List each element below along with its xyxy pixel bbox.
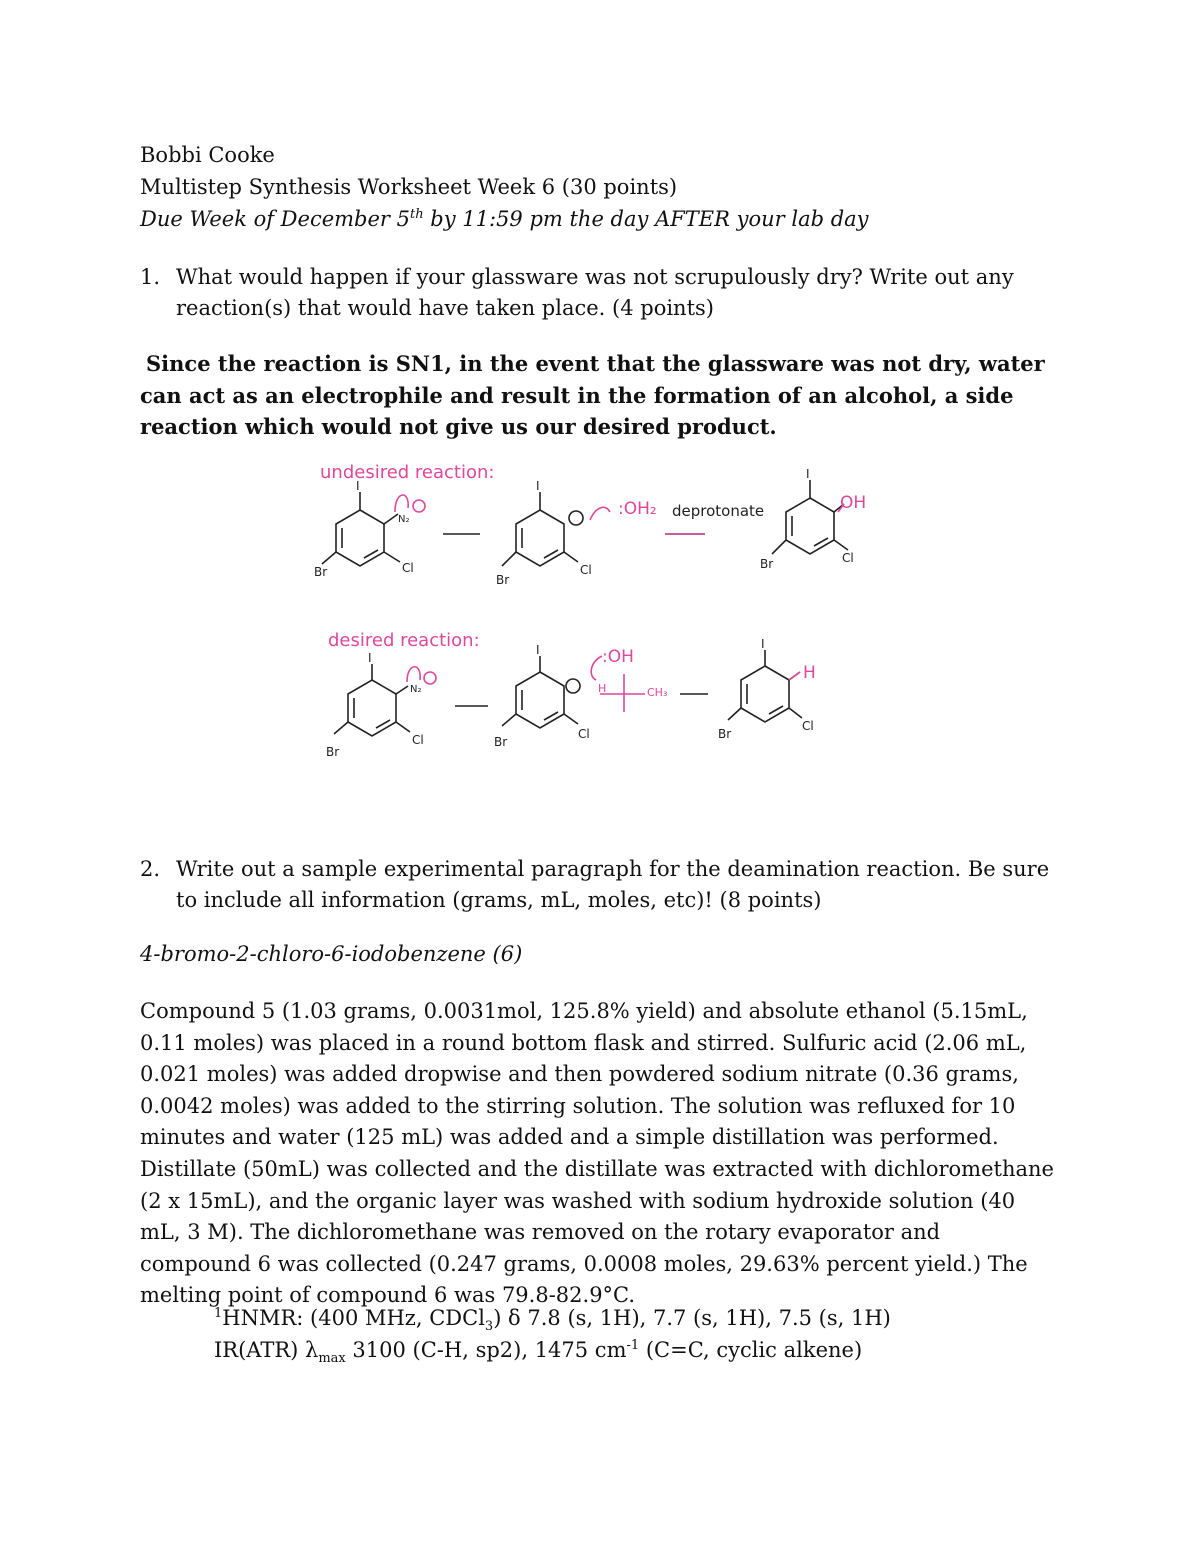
chloro-label-1: Cl: [402, 561, 414, 575]
iodo-label-2: I: [536, 479, 540, 493]
iodo-label-6: I: [761, 637, 765, 651]
hnmr-data: [214, 1306, 891, 1335]
chloro-label-6: Cl: [802, 719, 814, 733]
experimental-paragraph: Compound 5 (1.03 grams, 0.0031mol, 125.8% yield) and absolute ethanol (5.15mL, 0.11 moles) was placed in a round bottom flask and stirred. Sulfuric acid (2.06 mL, 0.021 moles) was added dropwise and then powdered sodium nitrate (0.36 grams, 0.0042 moles) was added to the stirring solution. The solution was refluxed for 10 minutes and water (125 mL) was added and a simple distillation was performed. Distillate (50mL) was collected and the distillate was extracted with dichloromethane (2 x 15mL), and the organic layer was washed with sodium hydroxide solution (40 mL, 3 M). The dichloromethane was removed on the rotary evaporator and compound 6 was collected (0.247 grams, 0.0008 moles, 29.63% percent yield.) The melting point of compound 6 was 79.8-82.9°C.: [140, 999, 1054, 1308]
ir-data: [214, 1338, 863, 1367]
hydrogen-label: H: [803, 663, 816, 683]
iodo-label-3: I: [806, 467, 810, 481]
chloro-label-2: Cl: [580, 563, 592, 577]
due-superscript: th: [410, 207, 424, 222]
bromo-label-2: Br: [496, 573, 510, 587]
hnmr-prefix: HNMR: (400 MHz, CDCl: [222, 1306, 485, 1330]
bromo-label-3: Br: [760, 557, 774, 571]
hydroxyl-label: OH: [840, 493, 867, 513]
benzene-ring-5: [516, 672, 564, 728]
ir-prefix: IR(ATR) λ: [214, 1338, 319, 1362]
compound-name: 4-bromo-2-chloro-6-iodobenzene: [140, 942, 486, 966]
iodo-label-5: I: [536, 643, 540, 657]
chloro-label-5: Cl: [578, 727, 590, 741]
ir-mid: 3100 (C-H, sp2), 1475 cm: [345, 1338, 627, 1362]
bromo-label-5: Br: [494, 735, 508, 749]
bromo-label-1: Br: [314, 565, 328, 579]
ethanol-ch3-label: CH₃: [647, 686, 668, 699]
hnmr-isotope: 1: [214, 1306, 223, 1321]
question-2-text: Write out a sample experimental paragraph for the deamination reaction. Be sure to include all information (grams, mL, moles, etc)! (8 points): [176, 857, 1050, 912]
compound-number: (6): [492, 942, 523, 966]
deprotonate-label: deprotonate: [672, 502, 765, 520]
question-1: [140, 262, 1056, 324]
question-1-number: 1.: [140, 265, 161, 289]
desired-label: desired reaction:: [328, 630, 480, 651]
due-date: [140, 207, 869, 231]
n2-label-4: N₂: [410, 684, 422, 695]
ir-subscript: max: [318, 1351, 346, 1367]
question-2: [140, 854, 1056, 916]
bromo-label-6: Br: [718, 727, 732, 741]
benzene-ring-2: [516, 510, 564, 566]
benzene-ring-4: [348, 680, 396, 736]
water-label: :OH₂: [618, 499, 657, 519]
due-prefix: Due Week of December 5: [140, 207, 410, 231]
ethanol-h-label: H: [598, 682, 607, 695]
hnmr-suffix: ) δ 7.8 (s, 1H), 7.7 (s, 1H), 7.5 (s, 1H): [493, 1306, 891, 1330]
ir-superscript: -1: [626, 1338, 640, 1353]
n2-label-1: N₂: [398, 514, 410, 525]
iodo-label-1: I: [356, 479, 360, 493]
ir-suffix: (C=C, cyclic alkene): [639, 1338, 863, 1362]
author-name: Bobbi Cooke: [140, 143, 275, 167]
question-1-text: What would happen if your glassware was not scrupulously dry? Write out any reaction(s) that would have taken place. (4 points): [176, 265, 1014, 320]
undesired-label: undesired reaction:: [320, 462, 495, 483]
reaction-scheme: [300, 450, 900, 780]
question-2-number: 2.: [140, 857, 161, 881]
benzene-ring-3: [786, 498, 834, 554]
question-1-answer: Since the reaction is SN1, in the event that the glassware was not dry, water can act as an electrophile and result in the formation of an alcohol, a side reaction which would not give us our desired product.: [140, 351, 1045, 440]
chloro-label-4: Cl: [412, 733, 424, 747]
due-suffix: by 11:59 pm the day AFTER your lab day: [423, 207, 869, 231]
worksheet-title: Multistep Synthesis Worksheet Week 6 (30 points): [140, 175, 678, 199]
benzene-ring-1: [336, 510, 384, 566]
benzene-ring-6: [741, 666, 789, 722]
ethanol-oh-label: :OH: [602, 647, 634, 667]
compound-heading: [140, 942, 522, 966]
iodo-label-4: I: [368, 651, 372, 665]
chloro-label-3: Cl: [842, 551, 854, 565]
bromo-label-4: Br: [326, 745, 340, 759]
hnmr-subscript: 3: [484, 1319, 494, 1335]
